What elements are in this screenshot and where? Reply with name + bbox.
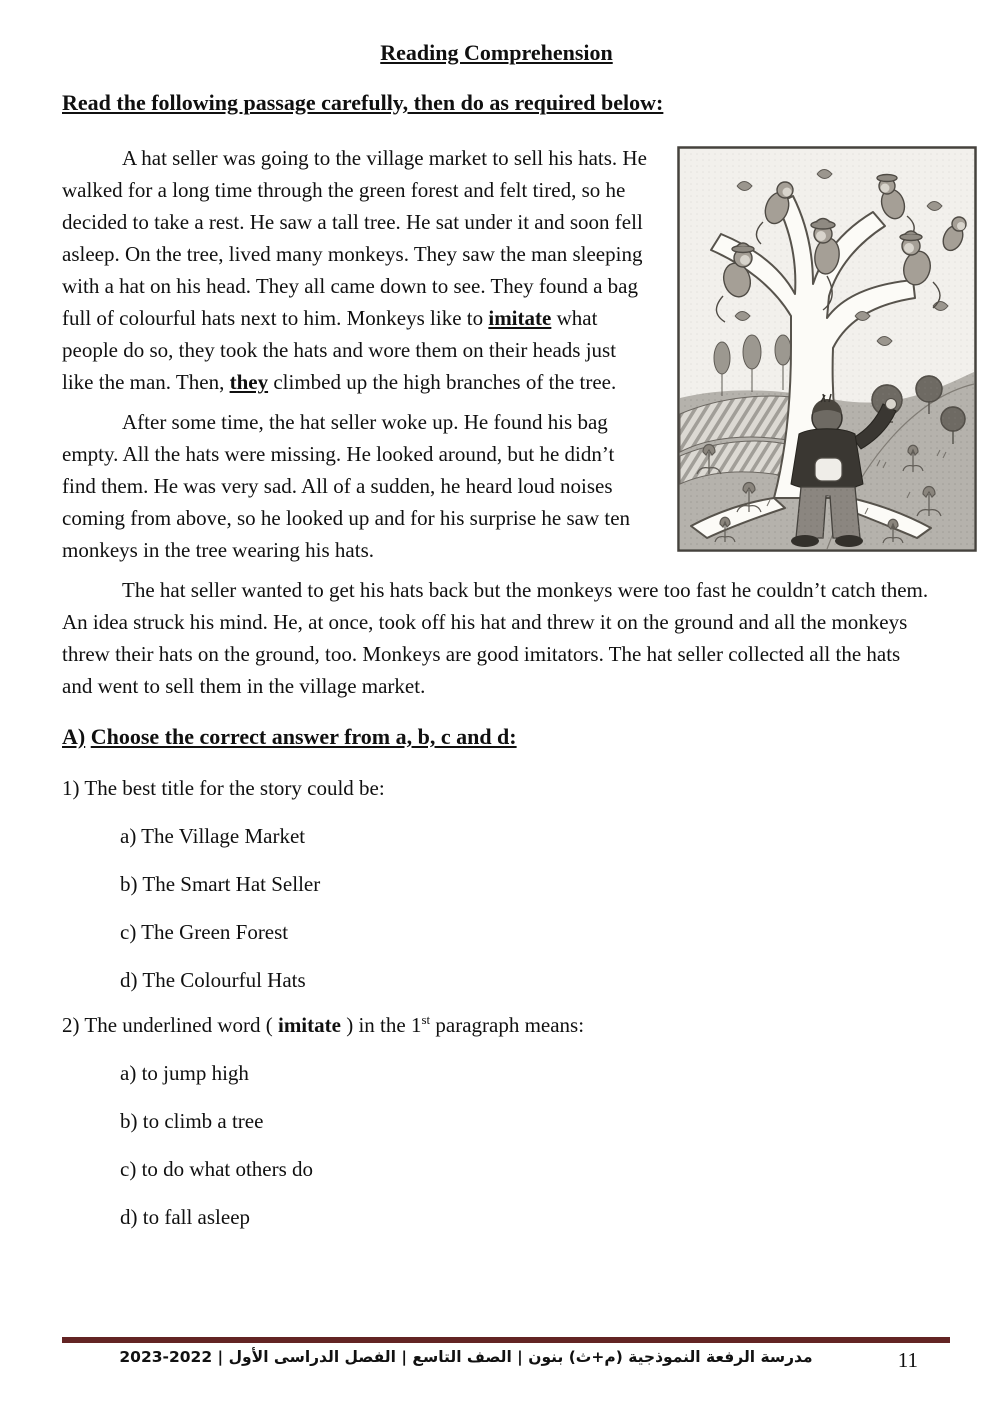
question-2-text-suffix: paragraph means:	[430, 1013, 585, 1037]
story-illustration	[676, 146, 978, 552]
question-2-word-imitate: imitate	[277, 1013, 341, 1037]
underlined-word-they: they	[229, 370, 269, 394]
question-1-text: The best title for the story could be:	[84, 776, 385, 800]
question-1-option-a: a) The Village Market	[120, 824, 306, 848]
passage-block	[62, 142, 931, 710]
question-2-option-a: a) to jump high	[120, 1061, 249, 1085]
question-1-number: 1)	[62, 776, 80, 800]
question-1-option-b: b) The Smart Hat Seller	[120, 872, 321, 896]
question-2-option-c: c) to do what others do	[120, 1157, 314, 1181]
page-title: Reading Comprehension	[380, 40, 613, 65]
section-a-label: A)	[62, 724, 86, 749]
question-1	[62, 772, 931, 804]
passage-paragraph-2: After some time, the hat seller woke up. He found his bag empty. All the hats were missing. He looked around, but he didn’t find them. He was very sad. All of a sudden, he heard loud noises coming from above, so he looked up and for his surprise he saw ten monkeys in the tree wearing his hats.	[62, 410, 631, 562]
passage-text: climbed up the high branches of the tree.	[268, 370, 617, 394]
underlined-word-imitate: imitate	[488, 306, 552, 330]
question-2	[62, 1009, 931, 1041]
section-a-text: Choose the correct answer from a, b, c and d:	[90, 724, 517, 749]
question-2-option-b: b) to climb a tree	[120, 1109, 264, 1133]
footer-school-info: مدرسة الرفعة النموذجية (م+ث) بنون | الصف التاسع | الفصل الدراسى الأول | 2022-2023	[119, 1348, 813, 1366]
page-number: 11	[897, 1348, 918, 1372]
ordinal-superscript: st	[421, 1012, 431, 1027]
question-2-option-d: d) to fall asleep	[120, 1205, 251, 1229]
question-2-number: 2)	[62, 1013, 80, 1037]
passage-paragraph-3: The hat seller wanted to get his hats back but the monkeys were too fast he couldn’t catch them. An idea struck his mind. He, at once, took off his hat and threw it on the ground and all the monkeys threw their hats on the ground, too. Monkeys are good imitators. The hat seller collected all the hats and went to sell them in the village market.	[62, 578, 929, 698]
question-1-option-c: c) The Green Forest	[120, 920, 289, 944]
section-a-heading	[62, 724, 931, 750]
passage-instruction: Read the following passage carefully, then do as required below:	[62, 90, 664, 115]
passage-text: A hat seller was going to the village market to sell his hats. He walked for a long time through the green forest and felt tired, so he decided to take a rest. He saw a tall tree. He sat under it and soon fell asleep. On the tree, lived many monkeys. They saw the man sleeping with a hat on his head. They all came down to see. They found a bag full of colourful hats next to him. Monkeys like to	[62, 146, 647, 330]
passage-text: what people do so, they took the hats and wore them on their heads just like the man. Then,	[62, 306, 617, 394]
question-2-text-prefix: The underlined word (	[84, 1013, 278, 1037]
footer-rule	[62, 1337, 950, 1343]
question-1-option-d: d) The Colourful Hats	[120, 968, 306, 992]
question-2-text-middle: ) in the 1	[340, 1013, 422, 1037]
page-footer	[62, 1337, 950, 1376]
